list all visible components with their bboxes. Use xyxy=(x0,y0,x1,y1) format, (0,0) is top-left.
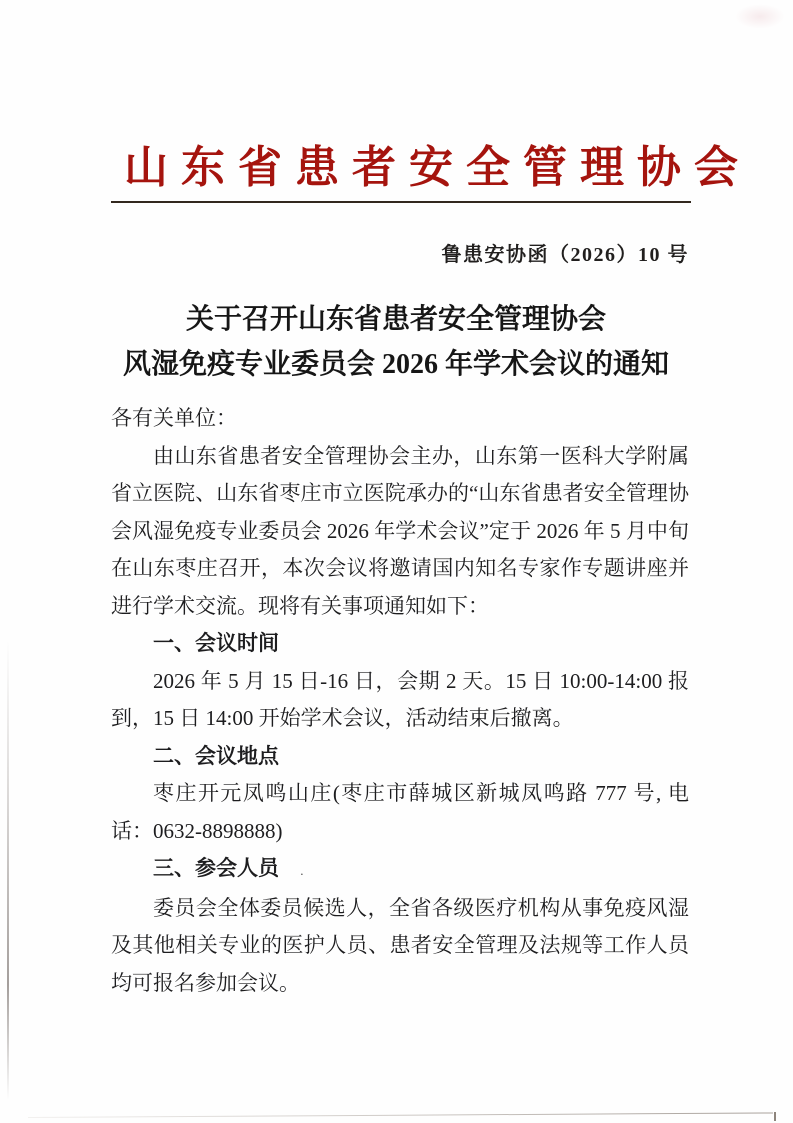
section-content-participants: 委员会全体委员候选人，全省各级医疗机构从事免疫风湿及其他相关专业的医护人员、患者安全管理及法规等工作人员均可报名参加会议。 xyxy=(111,895,689,995)
scan-bottom-edge-artifact xyxy=(28,1112,773,1118)
section-heading-participants-label: 三、参会人员 xyxy=(153,856,279,880)
scan-tinge-artifact xyxy=(573,0,793,110)
intro-paragraph: 由山东省患者安全管理协会主办，山东第一医科大学附属省立医院、山东省枣庄市立医院承办的“山东省患者安全管理协会风湿免疫专业委员会 2026 年学术会议”定于 2026 年 5 月中旬在山东枣庄召开，本次会议将邀请国内知名专家作专题讲座并进行学术交流。现将有关事项通知如下： xyxy=(111,443,689,618)
document-title-line2: 风湿免疫专业委员会 2026 年学术会议的通知 xyxy=(122,349,669,380)
doc-number: 鲁患安协函（2026）10 号 xyxy=(441,244,689,266)
section-heading-meeting-venue: 二、会议地点 xyxy=(153,743,279,768)
letterhead-rule xyxy=(111,201,691,203)
section-content-meeting-time: 2026 年 5 月 15 日-16 日，会期 2 天。15 日 10:00-14:00 报到，15 日 14:00 开始学术会议，活动结束后撤离。 xyxy=(111,668,689,730)
scan-left-edge-artifact xyxy=(7,640,9,1100)
document-title-line1: 关于召开山东省患者安全管理协会 xyxy=(185,304,606,335)
stray-dot-artifact: . xyxy=(300,863,304,878)
salutation: 各有关单位： xyxy=(111,406,237,430)
section-content-meeting-venue: 枣庄开元凤鸣山庄(枣庄市薛城区新城凤鸣路 777 号, 电话：0632-8898888) xyxy=(111,781,689,843)
document-body xyxy=(111,400,689,1002)
scan-corner-tick-artifact xyxy=(774,1112,776,1121)
section-heading-meeting-time: 一、会议时间 xyxy=(153,631,279,655)
letterhead-org-name: 山东省患者安全管理协会 xyxy=(124,143,751,192)
document-title xyxy=(58,297,734,387)
section-heading-participants xyxy=(111,850,689,890)
